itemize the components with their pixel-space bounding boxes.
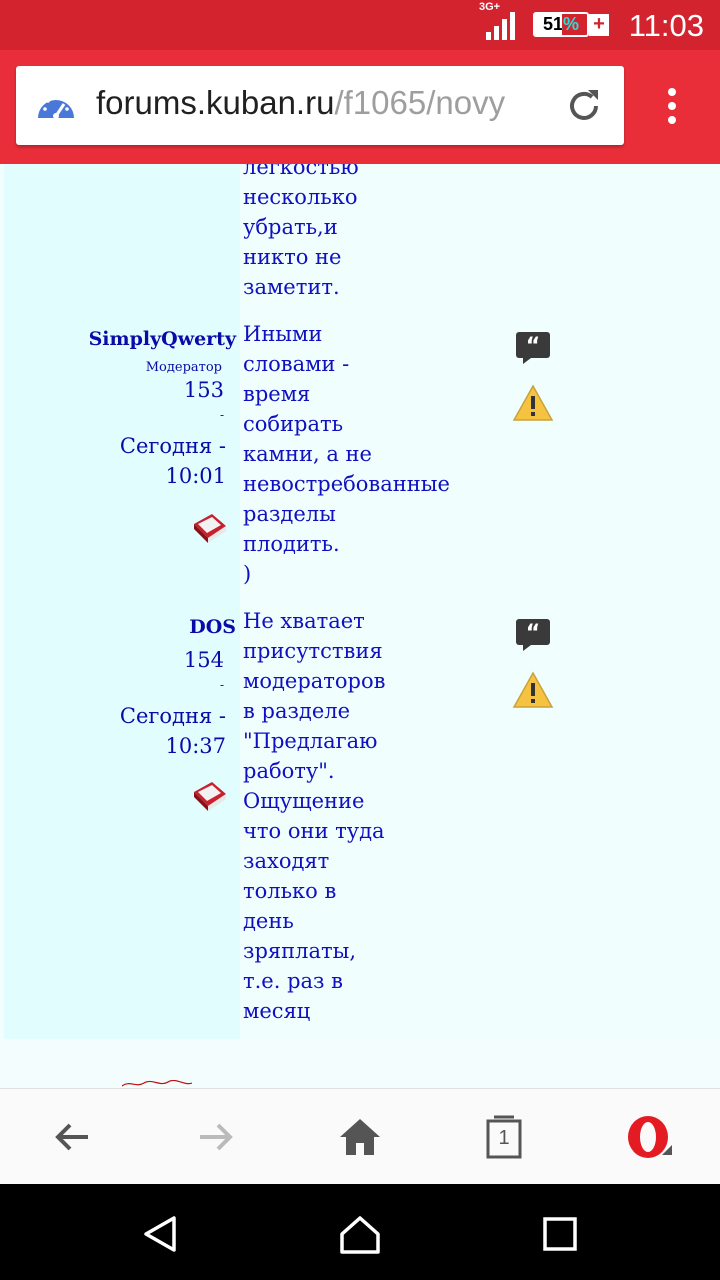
home-circle-icon[interactable] bbox=[338, 1212, 382, 1256]
message-line: камни, а не bbox=[243, 442, 372, 466]
message-line: присутствия bbox=[243, 639, 383, 663]
post-count: 153 bbox=[183, 378, 224, 402]
clock: 11:03 bbox=[628, 8, 704, 43]
message-line: плодить. bbox=[243, 532, 340, 556]
tab-count: 1 bbox=[498, 1127, 510, 1149]
forward-arrow-icon[interactable] bbox=[192, 1113, 240, 1161]
back-arrow-icon[interactable] bbox=[48, 1113, 96, 1161]
address-bar[interactable] bbox=[16, 66, 624, 145]
browser-bottom-bar bbox=[0, 1088, 720, 1185]
author-rank: Модератор bbox=[145, 360, 222, 375]
system-navigation-bar bbox=[0, 1184, 720, 1280]
charging-icon: + bbox=[589, 14, 609, 36]
browser-toolbar bbox=[0, 50, 720, 164]
message-line: разделы bbox=[243, 502, 336, 526]
message-line: Иными bbox=[243, 322, 323, 346]
profile-book-icon[interactable] bbox=[190, 510, 228, 546]
message-line: "Предлагаю bbox=[243, 729, 378, 753]
signal-icon bbox=[484, 10, 520, 40]
message-line: Не хватает bbox=[243, 609, 365, 633]
battery-icon bbox=[533, 12, 589, 37]
message-line: невостребованные bbox=[243, 472, 450, 496]
post-message bbox=[243, 606, 385, 1026]
opera-icon[interactable] bbox=[624, 1113, 672, 1161]
message-line: что они туда bbox=[243, 819, 385, 843]
page-footer-area bbox=[0, 1039, 720, 1088]
status-bar bbox=[0, 0, 720, 50]
message-line: заходят bbox=[243, 849, 330, 873]
message-line: заметит. bbox=[243, 275, 340, 299]
prev-message bbox=[243, 164, 359, 302]
separator: - bbox=[219, 408, 224, 422]
menu-icon[interactable] bbox=[660, 86, 684, 130]
recents-square-icon[interactable] bbox=[538, 1212, 582, 1256]
battery-level: 51% bbox=[542, 14, 580, 34]
message-line: т.е. раз в bbox=[243, 969, 343, 993]
author-column bbox=[4, 164, 240, 1039]
quote-icon[interactable] bbox=[515, 618, 551, 652]
message-line: месяц bbox=[243, 999, 311, 1023]
date-line: 10:37 bbox=[165, 734, 226, 758]
message-line: зряплаты, bbox=[243, 939, 357, 963]
tabs-button[interactable] bbox=[480, 1113, 528, 1161]
url-domain: forums.kuban.ru bbox=[96, 84, 335, 121]
message-line: работу". bbox=[243, 759, 335, 783]
message-line: убрать,и bbox=[243, 215, 338, 239]
message-line: модераторов bbox=[243, 669, 386, 693]
url-text[interactable] bbox=[96, 84, 556, 128]
date-line: Сегодня - bbox=[119, 704, 226, 728]
network-type: 3G+ bbox=[479, 1, 501, 13]
message-line: ) bbox=[243, 562, 252, 586]
separator: - bbox=[219, 678, 224, 692]
back-triangle-icon[interactable] bbox=[138, 1212, 182, 1256]
home-icon[interactable] bbox=[336, 1113, 384, 1161]
post-date bbox=[120, 701, 226, 761]
profile-book-icon[interactable] bbox=[190, 778, 228, 814]
message-line: Ощущение bbox=[243, 789, 365, 813]
reload-icon[interactable] bbox=[564, 86, 604, 126]
speed-dial-icon[interactable] bbox=[36, 88, 76, 122]
message-line: время bbox=[243, 382, 311, 406]
url-path: /f1065/novy bbox=[334, 84, 506, 121]
date-line: 10:01 bbox=[165, 464, 226, 488]
post-author[interactable]: SimplyQwerty bbox=[88, 328, 236, 350]
post-author[interactable]: DOS bbox=[189, 616, 236, 638]
post-message bbox=[243, 319, 450, 589]
message-line: несколько bbox=[243, 185, 358, 209]
forum-thread bbox=[0, 164, 720, 1088]
svg-text:“: “ bbox=[525, 621, 541, 646]
svg-text:“: “ bbox=[525, 334, 541, 359]
report-warning-icon[interactable] bbox=[512, 671, 554, 709]
message-line: собирать bbox=[243, 412, 344, 436]
message-line: никто не bbox=[243, 245, 342, 269]
message-line: словами - bbox=[243, 352, 350, 376]
post-date bbox=[120, 431, 226, 491]
message-line: только в bbox=[243, 879, 337, 903]
message-line: легкостью bbox=[243, 164, 359, 179]
quote-icon[interactable] bbox=[515, 331, 551, 365]
message-line: день bbox=[243, 909, 294, 933]
signature-scribble bbox=[122, 1080, 192, 1088]
report-warning-icon[interactable] bbox=[512, 384, 554, 422]
date-line: Сегодня - bbox=[119, 434, 226, 458]
post-count: 154 bbox=[183, 648, 224, 672]
message-line: в разделе bbox=[243, 699, 351, 723]
